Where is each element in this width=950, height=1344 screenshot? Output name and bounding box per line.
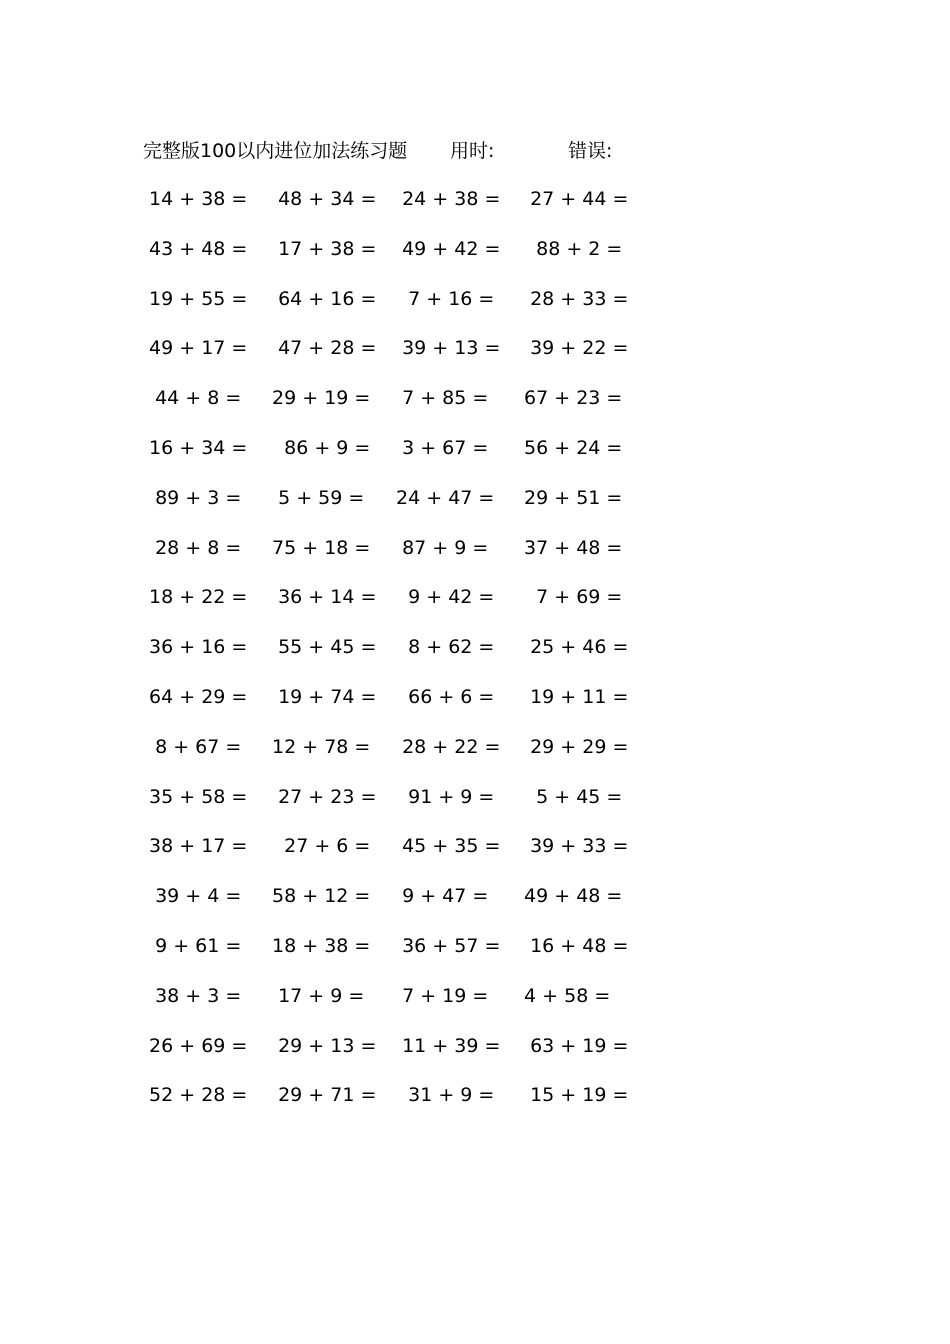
addition-problem: 38 + 17 =	[143, 835, 248, 858]
addition-problem: 5 + 45 =	[518, 785, 623, 808]
problem-row	[0, 182, 950, 232]
addition-problem: 87 + 9 =	[390, 536, 489, 559]
addition-problem: 31 + 9 =	[390, 1084, 495, 1107]
addition-problem: 7 + 16 =	[390, 287, 495, 310]
addition-problem: 29 + 29 =	[518, 735, 629, 758]
problem-row	[0, 929, 950, 979]
addition-problem: 15 + 19 =	[518, 1084, 629, 1107]
addition-problem: 18 + 38 =	[266, 934, 371, 957]
problem-row	[0, 680, 950, 730]
problem-row	[0, 1078, 950, 1128]
addition-problem: 9 + 47 =	[390, 885, 489, 908]
addition-problem: 91 + 9 =	[390, 785, 495, 808]
addition-problem: 49 + 17 =	[143, 337, 248, 360]
addition-problem: 35 + 58 =	[143, 785, 248, 808]
addition-problem: 16 + 34 =	[143, 436, 248, 459]
addition-problem: 52 + 28 =	[143, 1084, 248, 1107]
problem-row	[0, 381, 950, 431]
addition-problem: 29 + 19 =	[266, 387, 371, 410]
addition-problem: 39 + 22 =	[518, 337, 629, 360]
addition-problem: 5 + 59 =	[266, 486, 365, 509]
addition-problem: 38 + 3 =	[143, 984, 242, 1007]
problem-row	[0, 282, 950, 332]
problem-row	[0, 431, 950, 481]
addition-problem: 28 + 22 =	[390, 735, 501, 758]
addition-problem: 48 + 34 =	[266, 188, 377, 210]
addition-problem: 14 + 38 =	[143, 188, 248, 210]
addition-problem: 17 + 38 =	[266, 237, 377, 260]
addition-problem: 9 + 61 =	[143, 934, 242, 957]
addition-problem: 19 + 74 =	[266, 685, 377, 708]
addition-problem: 66 + 6 =	[390, 685, 495, 708]
time-used-label: 用时:	[450, 140, 495, 162]
addition-problem: 63 + 19 =	[518, 1034, 629, 1057]
addition-problem: 36 + 57 =	[390, 934, 501, 957]
worksheet-header	[0, 134, 950, 168]
addition-problem: 39 + 33 =	[518, 835, 629, 858]
addition-problem: 29 + 71 =	[266, 1084, 377, 1107]
problem-row	[0, 531, 950, 581]
problem-row	[0, 829, 950, 879]
addition-problem: 44 + 8 =	[143, 387, 242, 410]
addition-problem: 4 + 58 =	[518, 984, 611, 1007]
addition-problem: 89 + 3 =	[143, 486, 242, 509]
addition-problem: 27 + 23 =	[266, 785, 377, 808]
addition-problem: 39 + 13 =	[390, 337, 501, 360]
problem-row	[0, 232, 950, 282]
addition-problem: 27 + 44 =	[518, 188, 629, 210]
addition-problem: 29 + 13 =	[266, 1034, 377, 1057]
addition-problem: 58 + 12 =	[266, 885, 371, 908]
addition-problem: 17 + 9 =	[266, 984, 365, 1007]
worksheet-title: 完整版100以内进位加法练习题	[143, 140, 408, 162]
addition-problem: 7 + 69 =	[518, 586, 623, 609]
addition-problem: 64 + 16 =	[266, 287, 377, 310]
addition-problem: 67 + 23 =	[518, 387, 623, 410]
addition-problem: 3 + 67 =	[390, 436, 489, 459]
addition-problem: 86 + 9 =	[266, 436, 371, 459]
addition-problem: 49 + 48 =	[518, 885, 623, 908]
addition-problem: 29 + 51 =	[518, 486, 623, 509]
addition-problem: 27 + 6 =	[266, 835, 371, 858]
addition-problem: 7 + 19 =	[390, 984, 489, 1007]
addition-problem: 47 + 28 =	[266, 337, 377, 360]
addition-problem: 28 + 33 =	[518, 287, 629, 310]
addition-problem: 75 + 18 =	[266, 536, 371, 559]
problem-row	[0, 1029, 950, 1079]
addition-problem: 19 + 11 =	[518, 685, 629, 708]
addition-problem: 45 + 35 =	[390, 835, 501, 858]
addition-problem: 8 + 67 =	[143, 735, 242, 758]
problem-grid	[0, 182, 950, 1128]
addition-problem: 88 + 2 =	[518, 237, 623, 260]
addition-problem: 43 + 48 =	[143, 237, 248, 260]
addition-problem: 37 + 48 =	[518, 536, 623, 559]
addition-problem: 55 + 45 =	[266, 636, 377, 659]
addition-problem: 24 + 38 =	[390, 188, 501, 210]
problem-row	[0, 481, 950, 531]
addition-problem: 19 + 55 =	[143, 287, 248, 310]
problem-row	[0, 780, 950, 830]
problem-row	[0, 580, 950, 630]
addition-problem: 28 + 8 =	[143, 536, 242, 559]
addition-problem: 64 + 29 =	[143, 685, 248, 708]
addition-problem: 36 + 14 =	[266, 586, 377, 609]
addition-problem: 18 + 22 =	[143, 586, 248, 609]
addition-problem: 16 + 48 =	[518, 934, 629, 957]
problem-row	[0, 730, 950, 780]
addition-problem: 25 + 46 =	[518, 636, 629, 659]
addition-problem: 7 + 85 =	[390, 387, 489, 410]
problem-row	[0, 630, 950, 680]
addition-problem: 56 + 24 =	[518, 436, 623, 459]
addition-problem: 12 + 78 =	[266, 735, 371, 758]
addition-problem: 11 + 39 =	[390, 1034, 501, 1057]
addition-problem: 26 + 69 =	[143, 1034, 248, 1057]
error-count-label: 错误:	[568, 140, 613, 162]
problem-row	[0, 879, 950, 929]
addition-problem: 39 + 4 =	[143, 885, 242, 908]
addition-problem: 8 + 62 =	[390, 636, 495, 659]
addition-problem: 36 + 16 =	[143, 636, 248, 659]
addition-problem: 49 + 42 =	[390, 237, 501, 260]
addition-problem: 9 + 42 =	[390, 586, 495, 609]
problem-row	[0, 979, 950, 1029]
problem-row	[0, 331, 950, 381]
addition-problem: 24 + 47 =	[390, 486, 495, 509]
